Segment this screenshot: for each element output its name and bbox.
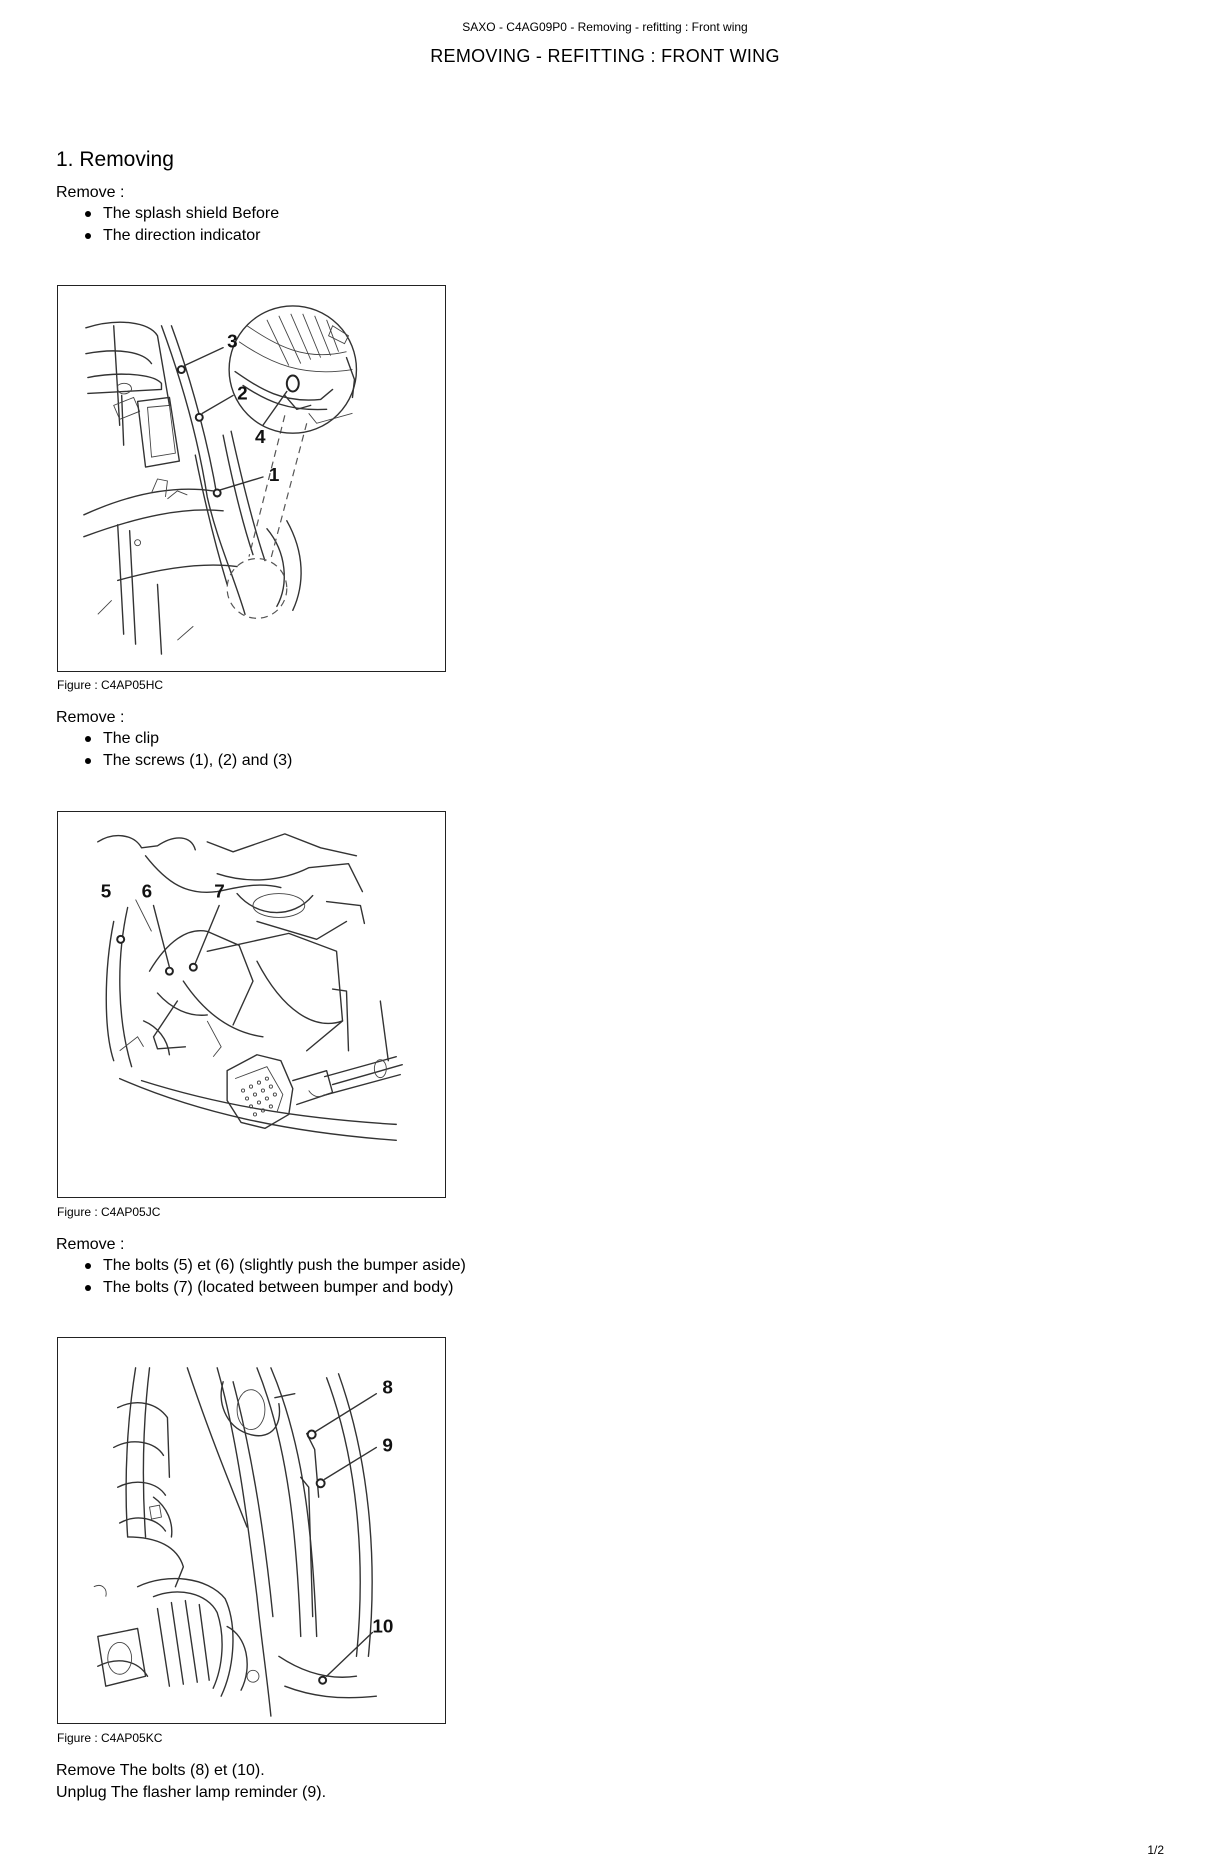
step2-list [56,728,292,772]
callout-8: 8 [382,1377,393,1399]
callout-7: 7 [214,881,225,903]
callout-10: 10 [372,1616,394,1638]
figure2-caption: Figure : C4AP05JC [57,1205,161,1219]
step3-intro: Remove : [56,1236,125,1253]
list-item: The bolts (7) (located between bumper and body) [103,1277,466,1299]
callout-1: 1 [268,464,280,486]
list-item: The clip [103,728,292,750]
step3-list [56,1255,466,1299]
running-header: SAXO - C4AG09P0 - Removing - refitting : Front wing [462,20,748,34]
figure2-drawing [58,812,445,1197]
closing-line-1: Remove The bolts (8) et (10). [56,1762,265,1779]
figure-c4ap05kc [57,1337,446,1724]
figure1-caption: Figure : C4AP05HC [57,678,164,692]
step1-list [56,203,279,247]
callout-4: 4 [254,427,266,449]
section-heading: 1. Removing [56,148,174,171]
document-title: REMOVING - REFITTING : FRONT WING [430,46,780,66]
step1-intro: Remove : [56,184,125,201]
step2-intro: Remove : [56,709,125,726]
callout-2: 2 [237,383,248,405]
figure3-caption: Figure : C4AP05KC [57,1731,163,1745]
figure3-drawing [58,1338,445,1723]
figure-c4ap05hc [57,285,446,672]
closing-line-2: Unplug The flasher lamp reminder (9). [56,1784,327,1801]
figure-c4ap05jc [57,811,446,1198]
list-item: The bolts (5) et (6) (slightly push the bumper aside) [103,1255,466,1277]
callout-9: 9 [382,1435,393,1457]
list-item: The splash shield Before [103,203,279,225]
list-item: The direction indicator [103,225,279,247]
list-item: The screws (1), (2) and (3) [103,750,292,772]
callout-3: 3 [227,331,238,353]
page-number: 1/2 [1147,1843,1164,1857]
callout-6: 6 [141,881,153,903]
callout-5: 5 [100,881,112,903]
figure1-drawing [58,286,445,671]
